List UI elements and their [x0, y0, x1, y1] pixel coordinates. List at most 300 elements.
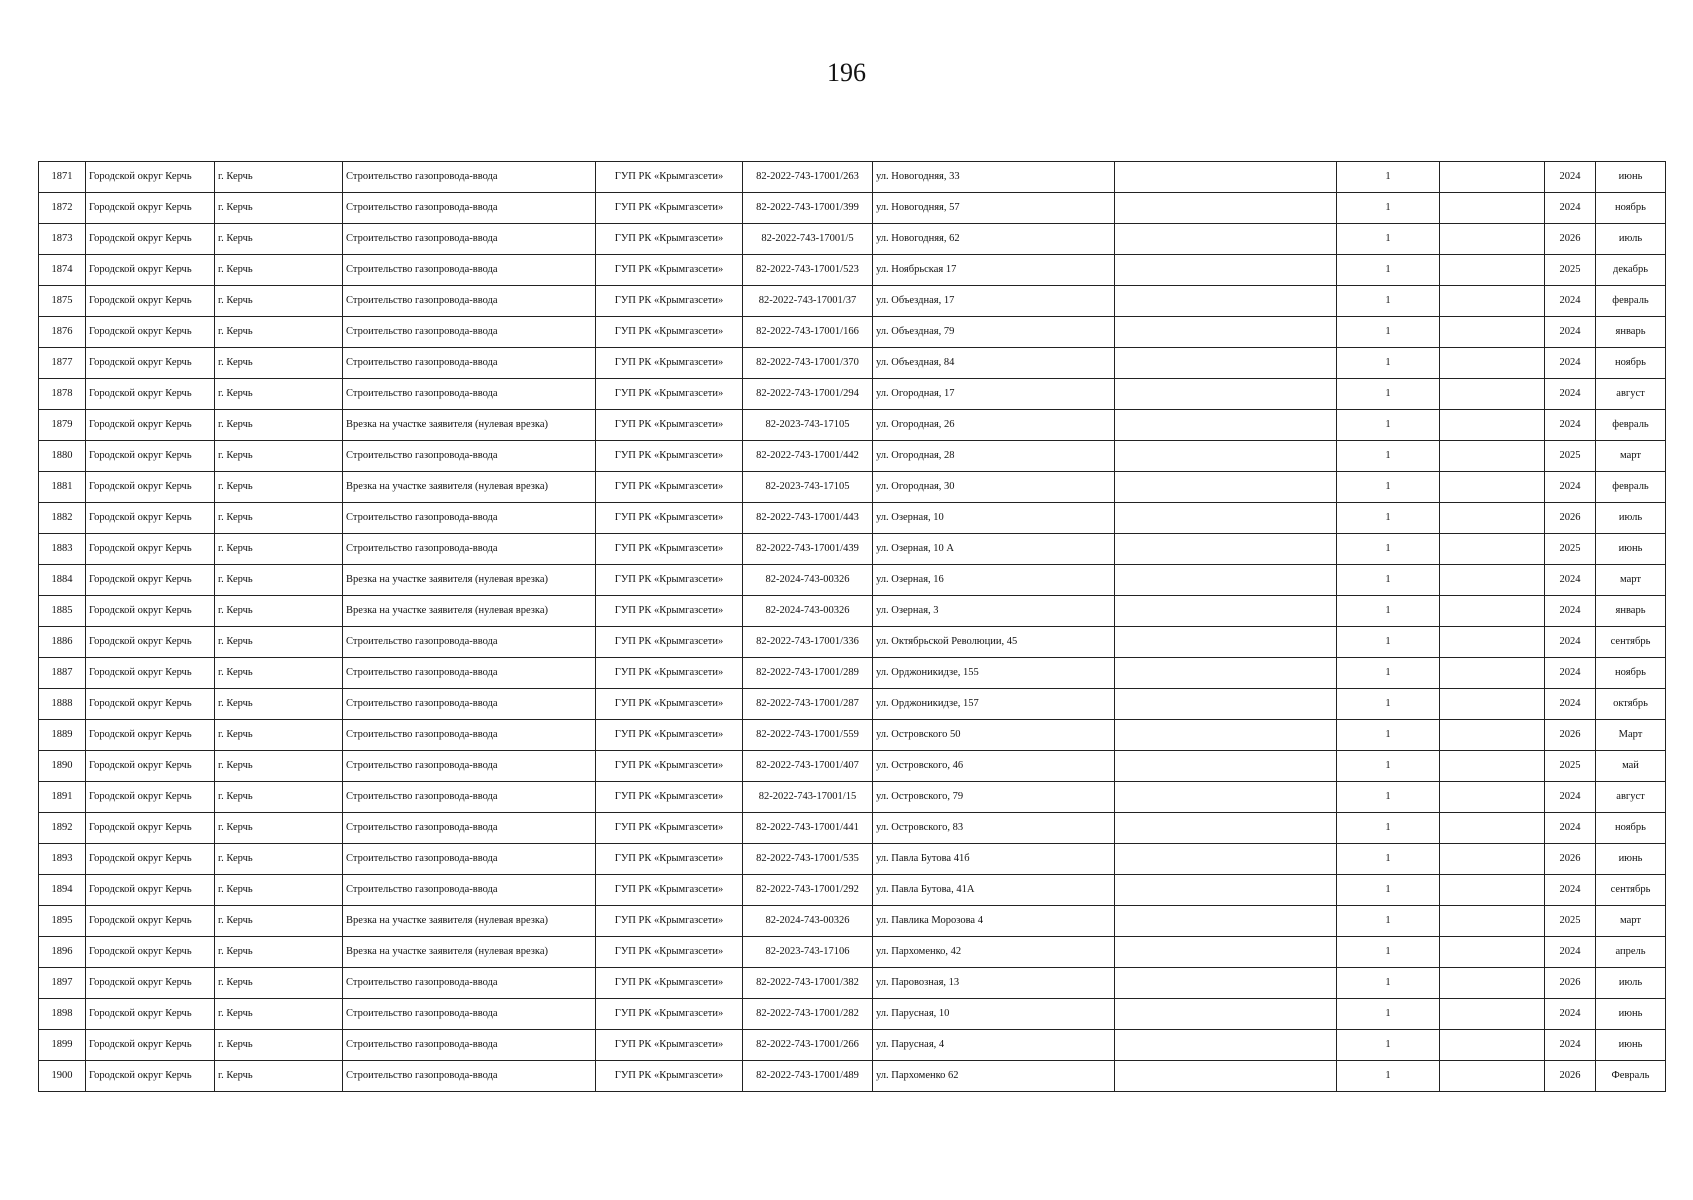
year-cell: 2024 [1545, 348, 1596, 379]
quantity-cell: 1 [1337, 875, 1440, 906]
document-number-cell: 82-2023-743-17106 [743, 937, 873, 968]
year-cell: 2024 [1545, 596, 1596, 627]
work-type-cell: Строительство газопровода-ввода [343, 751, 596, 782]
address-cell: ул. Островского, 83 [873, 813, 1115, 844]
address-cell: ул. Огородная, 26 [873, 410, 1115, 441]
extra-cell [1440, 627, 1545, 658]
settlement-cell: г. Керчь [215, 441, 343, 472]
organization-cell: ГУП РК «Крымгазсети» [596, 844, 743, 875]
table-row [39, 441, 1666, 472]
settlement-cell: г. Керчь [215, 937, 343, 968]
notes-cell [1115, 720, 1337, 751]
municipality-cell: Городской округ Керчь [86, 1061, 215, 1092]
work-type-cell: Строительство газопровода-ввода [343, 348, 596, 379]
month-cell: июнь [1596, 999, 1666, 1030]
municipality-cell: Городской округ Керчь [86, 441, 215, 472]
quantity-cell: 1 [1337, 751, 1440, 782]
organization-cell: ГУП РК «Крымгазсети» [596, 999, 743, 1030]
table-row [39, 286, 1666, 317]
extra-cell [1440, 782, 1545, 813]
document-number-cell: 82-2024-743-00326 [743, 906, 873, 937]
notes-cell [1115, 658, 1337, 689]
organization-cell: ГУП РК «Крымгазсети» [596, 317, 743, 348]
quantity-cell: 1 [1337, 937, 1440, 968]
table-row [39, 224, 1666, 255]
year-cell: 2025 [1545, 906, 1596, 937]
year-cell: 2026 [1545, 844, 1596, 875]
municipality-cell: Городской округ Керчь [86, 875, 215, 906]
address-cell: ул. Павла Бутова 41б [873, 844, 1115, 875]
municipality-cell: Городской округ Керчь [86, 410, 215, 441]
settlement-cell: г. Керчь [215, 224, 343, 255]
work-type-cell: Строительство газопровода-ввода [343, 782, 596, 813]
year-cell: 2026 [1545, 503, 1596, 534]
document-number-cell: 82-2022-743-17001/37 [743, 286, 873, 317]
work-type-cell: Строительство газопровода-ввода [343, 968, 596, 999]
document-number-cell: 82-2022-743-17001/266 [743, 1030, 873, 1061]
row-number-cell: 1899 [39, 1030, 86, 1061]
settlement-cell: г. Керчь [215, 503, 343, 534]
table-row [39, 565, 1666, 596]
work-type-cell: Строительство газопровода-ввода [343, 1030, 596, 1061]
address-cell: ул. Октябрьской Революции, 45 [873, 627, 1115, 658]
month-cell: январь [1596, 596, 1666, 627]
municipality-cell: Городской округ Керчь [86, 782, 215, 813]
work-type-cell: Строительство газопровода-ввода [343, 224, 596, 255]
table-row [39, 317, 1666, 348]
notes-cell [1115, 999, 1337, 1030]
quantity-cell: 1 [1337, 534, 1440, 565]
extra-cell [1440, 968, 1545, 999]
document-number-cell: 82-2022-743-17001/442 [743, 441, 873, 472]
month-cell: ноябрь [1596, 193, 1666, 224]
extra-cell [1440, 317, 1545, 348]
year-cell: 2024 [1545, 472, 1596, 503]
quantity-cell: 1 [1337, 317, 1440, 348]
organization-cell: ГУП РК «Крымгазсети» [596, 875, 743, 906]
row-number-cell: 1895 [39, 906, 86, 937]
notes-cell [1115, 162, 1337, 193]
settlement-cell: г. Керчь [215, 472, 343, 503]
municipality-cell: Городской округ Керчь [86, 906, 215, 937]
document-number-cell: 82-2023-743-17105 [743, 410, 873, 441]
work-type-cell: Строительство газопровода-ввода [343, 844, 596, 875]
settlement-cell: г. Керчь [215, 782, 343, 813]
row-number-cell: 1874 [39, 255, 86, 286]
row-number-cell: 1875 [39, 286, 86, 317]
quantity-cell: 1 [1337, 503, 1440, 534]
month-cell: август [1596, 782, 1666, 813]
settlement-cell: г. Керчь [215, 534, 343, 565]
address-cell: ул. Ноябрьская 17 [873, 255, 1115, 286]
municipality-cell: Городской округ Керчь [86, 193, 215, 224]
settlement-cell: г. Керчь [215, 596, 343, 627]
year-cell: 2026 [1545, 1061, 1596, 1092]
month-cell: июнь [1596, 162, 1666, 193]
registry-body [39, 162, 1666, 1092]
document-number-cell: 82-2022-743-17001/439 [743, 534, 873, 565]
extra-cell [1440, 193, 1545, 224]
notes-cell [1115, 968, 1337, 999]
work-type-cell: Строительство газопровода-ввода [343, 875, 596, 906]
address-cell: ул. Парусная, 10 [873, 999, 1115, 1030]
municipality-cell: Городской округ Керчь [86, 162, 215, 193]
document-number-cell: 82-2022-743-17001/382 [743, 968, 873, 999]
organization-cell: ГУП РК «Крымгазсети» [596, 937, 743, 968]
year-cell: 2025 [1545, 255, 1596, 286]
address-cell: ул. Огородная, 17 [873, 379, 1115, 410]
quantity-cell: 1 [1337, 162, 1440, 193]
notes-cell [1115, 379, 1337, 410]
address-cell: ул. Озерная, 10 А [873, 534, 1115, 565]
work-type-cell: Строительство газопровода-ввода [343, 286, 596, 317]
municipality-cell: Городской округ Керчь [86, 1030, 215, 1061]
row-number-cell: 1892 [39, 813, 86, 844]
quantity-cell: 1 [1337, 286, 1440, 317]
quantity-cell: 1 [1337, 906, 1440, 937]
settlement-cell: г. Керчь [215, 317, 343, 348]
municipality-cell: Городской округ Керчь [86, 503, 215, 534]
municipality-cell: Городской округ Керчь [86, 720, 215, 751]
document-number-cell: 82-2023-743-17105 [743, 472, 873, 503]
work-type-cell: Строительство газопровода-ввода [343, 193, 596, 224]
row-number-cell: 1886 [39, 627, 86, 658]
row-number-cell: 1880 [39, 441, 86, 472]
document-number-cell: 82-2024-743-00326 [743, 565, 873, 596]
organization-cell: ГУП РК «Крымгазсети» [596, 658, 743, 689]
year-cell: 2024 [1545, 627, 1596, 658]
organization-cell: ГУП РК «Крымгазсети» [596, 1061, 743, 1092]
municipality-cell: Городской округ Керчь [86, 813, 215, 844]
row-number-cell: 1898 [39, 999, 86, 1030]
month-cell: ноябрь [1596, 348, 1666, 379]
document-number-cell: 82-2022-743-17001/5 [743, 224, 873, 255]
month-cell: май [1596, 751, 1666, 782]
settlement-cell: г. Керчь [215, 286, 343, 317]
year-cell: 2024 [1545, 689, 1596, 720]
notes-cell [1115, 906, 1337, 937]
year-cell: 2024 [1545, 813, 1596, 844]
year-cell: 2025 [1545, 534, 1596, 565]
table-row [39, 596, 1666, 627]
table-row [39, 782, 1666, 813]
year-cell: 2024 [1545, 193, 1596, 224]
address-cell: ул. Новогодняя, 33 [873, 162, 1115, 193]
quantity-cell: 1 [1337, 410, 1440, 441]
notes-cell [1115, 534, 1337, 565]
work-type-cell: Строительство газопровода-ввода [343, 379, 596, 410]
settlement-cell: г. Керчь [215, 162, 343, 193]
municipality-cell: Городской округ Керчь [86, 844, 215, 875]
notes-cell [1115, 348, 1337, 379]
organization-cell: ГУП РК «Крымгазсети» [596, 751, 743, 782]
work-type-cell: Строительство газопровода-ввода [343, 1061, 596, 1092]
address-cell: ул. Павла Бутова, 41А [873, 875, 1115, 906]
municipality-cell: Городской округ Керчь [86, 286, 215, 317]
month-cell: Февраль [1596, 1061, 1666, 1092]
month-cell: декабрь [1596, 255, 1666, 286]
work-type-cell: Врезка на участке заявителя (нулевая врезка) [343, 937, 596, 968]
row-number-cell: 1887 [39, 658, 86, 689]
table-row [39, 720, 1666, 751]
notes-cell [1115, 751, 1337, 782]
organization-cell: ГУП РК «Крымгазсети» [596, 720, 743, 751]
municipality-cell: Городской округ Керчь [86, 999, 215, 1030]
quantity-cell: 1 [1337, 565, 1440, 596]
extra-cell [1440, 410, 1545, 441]
address-cell: ул. Пархоменко, 42 [873, 937, 1115, 968]
table-row [39, 627, 1666, 658]
notes-cell [1115, 503, 1337, 534]
address-cell: ул. Островского, 79 [873, 782, 1115, 813]
notes-cell [1115, 565, 1337, 596]
address-cell: ул. Островского, 46 [873, 751, 1115, 782]
quantity-cell: 1 [1337, 1030, 1440, 1061]
work-type-cell: Строительство газопровода-ввода [343, 162, 596, 193]
notes-cell [1115, 1061, 1337, 1092]
month-cell: Март [1596, 720, 1666, 751]
work-type-cell: Строительство газопровода-ввода [343, 534, 596, 565]
month-cell: июль [1596, 968, 1666, 999]
year-cell: 2024 [1545, 379, 1596, 410]
table-row [39, 844, 1666, 875]
municipality-cell: Городской округ Керчь [86, 379, 215, 410]
document-number-cell: 82-2022-743-17001/441 [743, 813, 873, 844]
notes-cell [1115, 937, 1337, 968]
year-cell: 2024 [1545, 410, 1596, 441]
notes-cell [1115, 627, 1337, 658]
extra-cell [1440, 348, 1545, 379]
document-number-cell: 82-2022-743-17001/523 [743, 255, 873, 286]
extra-cell [1440, 596, 1545, 627]
extra-cell [1440, 720, 1545, 751]
settlement-cell: г. Керчь [215, 844, 343, 875]
address-cell: ул. Орджоникидзе, 157 [873, 689, 1115, 720]
table-row [39, 658, 1666, 689]
address-cell: ул. Орджоникидзе, 155 [873, 658, 1115, 689]
municipality-cell: Городской округ Керчь [86, 534, 215, 565]
row-number-cell: 1878 [39, 379, 86, 410]
table-row [39, 472, 1666, 503]
page-number: 196 [827, 58, 866, 87]
organization-cell: ГУП РК «Крымгазсети» [596, 596, 743, 627]
document-number-cell: 82-2022-743-17001/407 [743, 751, 873, 782]
table-row [39, 162, 1666, 193]
table-row [39, 937, 1666, 968]
settlement-cell: г. Керчь [215, 255, 343, 286]
quantity-cell: 1 [1337, 379, 1440, 410]
work-type-cell: Строительство газопровода-ввода [343, 813, 596, 844]
row-number-cell: 1877 [39, 348, 86, 379]
organization-cell: ГУП РК «Крымгазсети» [596, 286, 743, 317]
address-cell: ул. Озерная, 16 [873, 565, 1115, 596]
quantity-cell: 1 [1337, 348, 1440, 379]
row-number-cell: 1872 [39, 193, 86, 224]
table-row [39, 689, 1666, 720]
row-number-cell: 1879 [39, 410, 86, 441]
document-number-cell: 82-2022-743-17001/15 [743, 782, 873, 813]
notes-cell [1115, 317, 1337, 348]
notes-cell [1115, 193, 1337, 224]
address-cell: ул. Новогодняя, 62 [873, 224, 1115, 255]
notes-cell [1115, 844, 1337, 875]
year-cell: 2024 [1545, 782, 1596, 813]
organization-cell: ГУП РК «Крымгазсети» [596, 968, 743, 999]
month-cell: июнь [1596, 844, 1666, 875]
year-cell: 2026 [1545, 720, 1596, 751]
work-type-cell: Строительство газопровода-ввода [343, 441, 596, 472]
work-type-cell: Врезка на участке заявителя (нулевая врезка) [343, 410, 596, 441]
table-row [39, 906, 1666, 937]
quantity-cell: 1 [1337, 441, 1440, 472]
notes-cell [1115, 1030, 1337, 1061]
document-number-cell: 82-2022-743-17001/443 [743, 503, 873, 534]
registry-table [38, 161, 1666, 1092]
quantity-cell: 1 [1337, 689, 1440, 720]
settlement-cell: г. Керчь [215, 379, 343, 410]
work-type-cell: Строительство газопровода-ввода [343, 689, 596, 720]
extra-cell [1440, 813, 1545, 844]
extra-cell [1440, 875, 1545, 906]
organization-cell: ГУП РК «Крымгазсети» [596, 224, 743, 255]
extra-cell [1440, 224, 1545, 255]
extra-cell [1440, 999, 1545, 1030]
table-row [39, 968, 1666, 999]
table-row [39, 410, 1666, 441]
organization-cell: ГУП РК «Крымгазсети» [596, 472, 743, 503]
extra-cell [1440, 286, 1545, 317]
work-type-cell: Строительство газопровода-ввода [343, 627, 596, 658]
extra-cell [1440, 162, 1545, 193]
settlement-cell: г. Керчь [215, 348, 343, 379]
row-number-cell: 1891 [39, 782, 86, 813]
extra-cell [1440, 937, 1545, 968]
organization-cell: ГУП РК «Крымгазсети» [596, 1030, 743, 1061]
municipality-cell: Городской округ Керчь [86, 596, 215, 627]
row-number-cell: 1890 [39, 751, 86, 782]
settlement-cell: г. Керчь [215, 689, 343, 720]
month-cell: август [1596, 379, 1666, 410]
address-cell: ул. Объездная, 79 [873, 317, 1115, 348]
address-cell: ул. Павлика Морозова 4 [873, 906, 1115, 937]
municipality-cell: Городской округ Керчь [86, 937, 215, 968]
notes-cell [1115, 472, 1337, 503]
month-cell: октябрь [1596, 689, 1666, 720]
year-cell: 2024 [1545, 875, 1596, 906]
document-number-cell: 82-2022-743-17001/559 [743, 720, 873, 751]
municipality-cell: Городской округ Керчь [86, 658, 215, 689]
work-type-cell: Врезка на участке заявителя (нулевая врезка) [343, 906, 596, 937]
quantity-cell: 1 [1337, 596, 1440, 627]
year-cell: 2025 [1545, 751, 1596, 782]
month-cell: март [1596, 906, 1666, 937]
row-number-cell: 1882 [39, 503, 86, 534]
document-number-cell: 82-2022-743-17001/166 [743, 317, 873, 348]
organization-cell: ГУП РК «Крымгазсети» [596, 255, 743, 286]
quantity-cell: 1 [1337, 999, 1440, 1030]
row-number-cell: 1897 [39, 968, 86, 999]
municipality-cell: Городской округ Керчь [86, 317, 215, 348]
quantity-cell: 1 [1337, 472, 1440, 503]
row-number-cell: 1881 [39, 472, 86, 503]
month-cell: февраль [1596, 472, 1666, 503]
table-row [39, 348, 1666, 379]
month-cell: март [1596, 565, 1666, 596]
organization-cell: ГУП РК «Крымгазсети» [596, 813, 743, 844]
row-number-cell: 1871 [39, 162, 86, 193]
year-cell: 2026 [1545, 224, 1596, 255]
quantity-cell: 1 [1337, 627, 1440, 658]
municipality-cell: Городской округ Керчь [86, 255, 215, 286]
month-cell: сентябрь [1596, 627, 1666, 658]
organization-cell: ГУП РК «Крымгазсети» [596, 534, 743, 565]
settlement-cell: г. Керчь [215, 410, 343, 441]
notes-cell [1115, 689, 1337, 720]
month-cell: ноябрь [1596, 658, 1666, 689]
table-row [39, 534, 1666, 565]
municipality-cell: Городской округ Керчь [86, 627, 215, 658]
document-number-cell: 82-2022-743-17001/287 [743, 689, 873, 720]
work-type-cell: Врезка на участке заявителя (нулевая врезка) [343, 565, 596, 596]
year-cell: 2024 [1545, 565, 1596, 596]
settlement-cell: г. Керчь [215, 906, 343, 937]
document-number-cell: 82-2024-743-00326 [743, 596, 873, 627]
settlement-cell: г. Керчь [215, 999, 343, 1030]
organization-cell: ГУП РК «Крымгазсети» [596, 689, 743, 720]
address-cell: ул. Новогодняя, 57 [873, 193, 1115, 224]
settlement-cell: г. Керчь [215, 193, 343, 224]
notes-cell [1115, 441, 1337, 472]
document-number-cell: 82-2022-743-17001/282 [743, 999, 873, 1030]
organization-cell: ГУП РК «Крымгазсети» [596, 379, 743, 410]
organization-cell: ГУП РК «Крымгазсети» [596, 627, 743, 658]
row-number-cell: 1888 [39, 689, 86, 720]
organization-cell: ГУП РК «Крымгазсети» [596, 410, 743, 441]
table-row [39, 875, 1666, 906]
month-cell: июль [1596, 503, 1666, 534]
quantity-cell: 1 [1337, 193, 1440, 224]
extra-cell [1440, 658, 1545, 689]
address-cell: ул. Объездная, 17 [873, 286, 1115, 317]
settlement-cell: г. Керчь [215, 565, 343, 596]
organization-cell: ГУП РК «Крымгазсети» [596, 162, 743, 193]
quantity-cell: 1 [1337, 968, 1440, 999]
document-number-cell: 82-2022-743-17001/289 [743, 658, 873, 689]
year-cell: 2026 [1545, 968, 1596, 999]
row-number-cell: 1884 [39, 565, 86, 596]
notes-cell [1115, 255, 1337, 286]
month-cell: январь [1596, 317, 1666, 348]
municipality-cell: Городской округ Керчь [86, 348, 215, 379]
municipality-cell: Городской округ Керчь [86, 224, 215, 255]
work-type-cell: Врезка на участке заявителя (нулевая врезка) [343, 596, 596, 627]
extra-cell [1440, 379, 1545, 410]
extra-cell [1440, 565, 1545, 596]
row-number-cell: 1893 [39, 844, 86, 875]
document-number-cell: 82-2022-743-17001/489 [743, 1061, 873, 1092]
document-number-cell: 82-2022-743-17001/370 [743, 348, 873, 379]
year-cell: 2024 [1545, 1030, 1596, 1061]
row-number-cell: 1885 [39, 596, 86, 627]
extra-cell [1440, 689, 1545, 720]
quantity-cell: 1 [1337, 813, 1440, 844]
row-number-cell: 1896 [39, 937, 86, 968]
month-cell: июнь [1596, 1030, 1666, 1061]
settlement-cell: г. Керчь [215, 813, 343, 844]
organization-cell: ГУП РК «Крымгазсети» [596, 782, 743, 813]
organization-cell: ГУП РК «Крымгазсети» [596, 906, 743, 937]
extra-cell [1440, 441, 1545, 472]
